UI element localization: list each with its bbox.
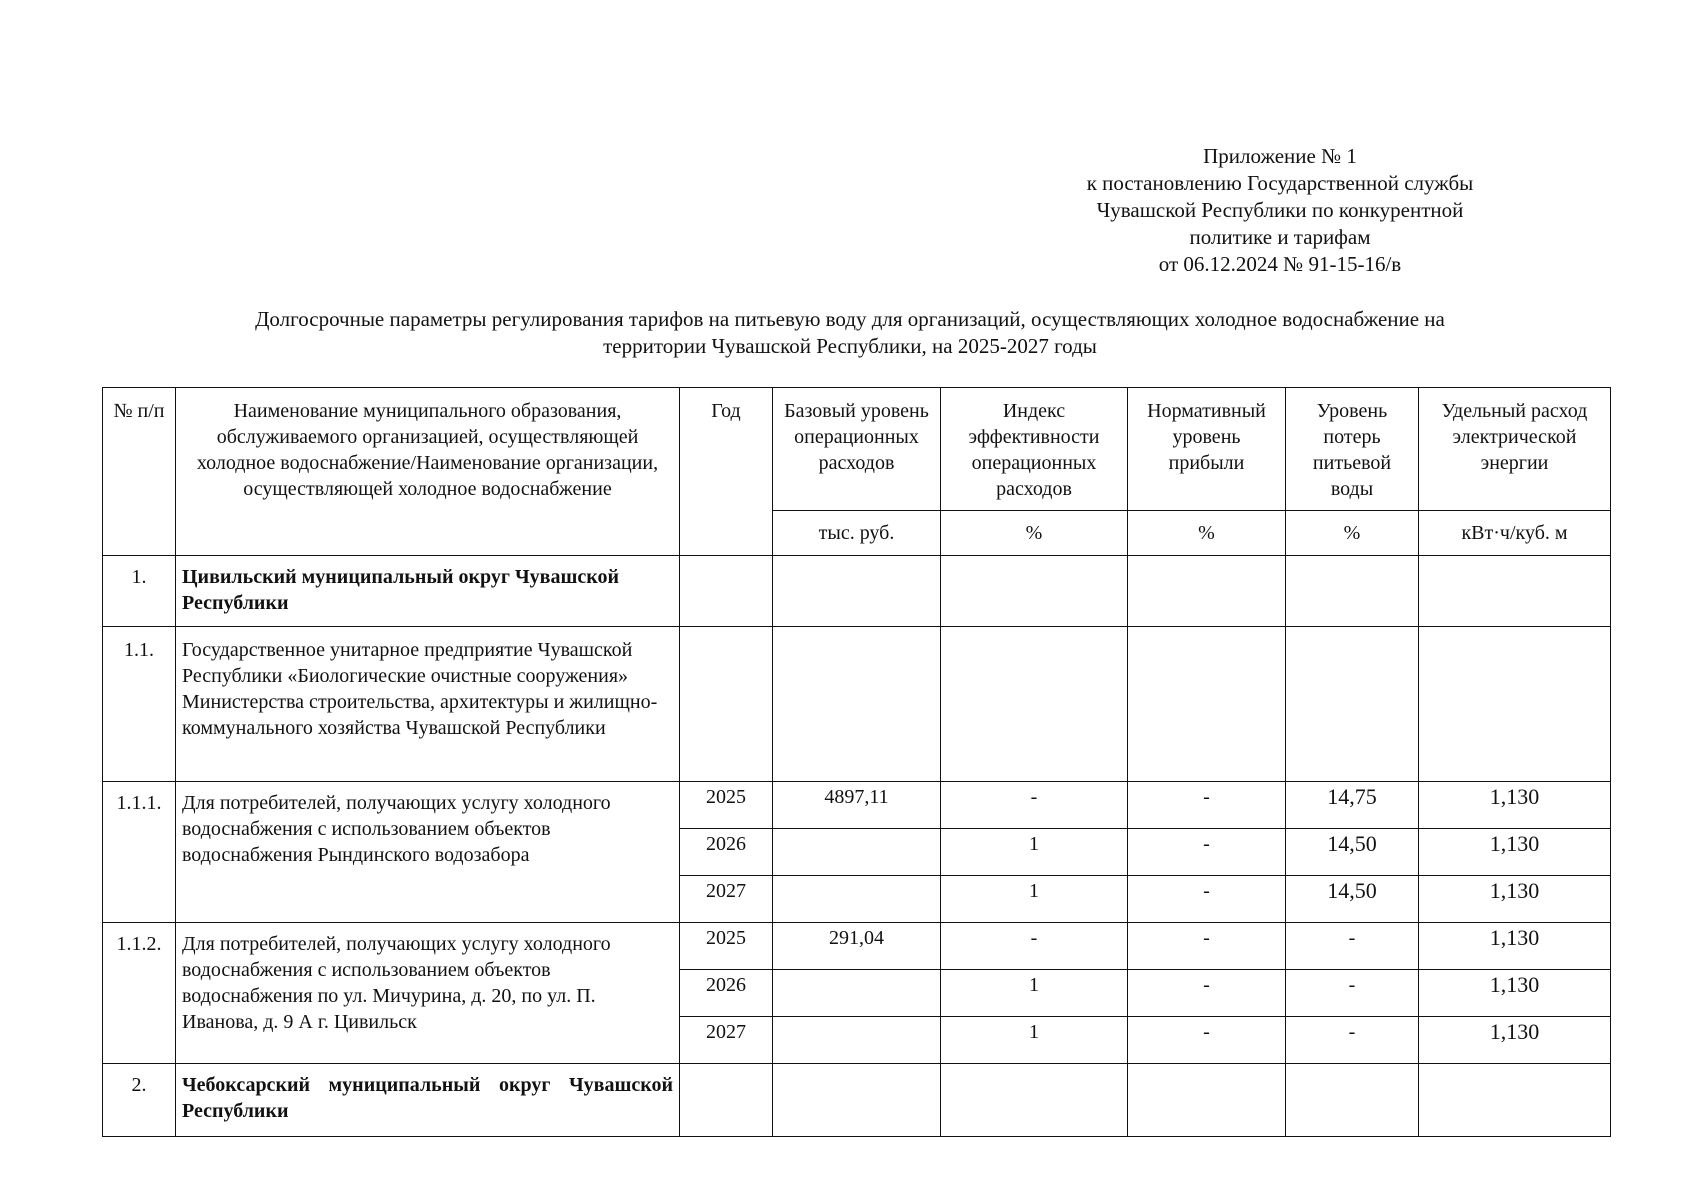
index-cell: 1 [941, 1017, 1128, 1064]
profit-cell: - [1128, 782, 1286, 829]
empty-cell [773, 556, 941, 627]
energy-cell: 1,130 [1419, 923, 1611, 970]
profit-cell: - [1128, 970, 1286, 1017]
row-num: 1.1. [103, 627, 176, 782]
col-header-index: Индекс эффективности операционных расходов [941, 388, 1128, 511]
losses-cell: 14,50 [1286, 829, 1419, 876]
table-row [103, 923, 1611, 970]
profit-cell: - [1128, 876, 1286, 923]
col-header-profit: Нормативный уровень прибыли [1128, 388, 1286, 511]
year-cell: 2025 [680, 923, 773, 970]
profit-cell: - [1128, 923, 1286, 970]
index-cell: - [941, 923, 1128, 970]
unit-profit: % [1128, 511, 1286, 556]
empty-cell [1419, 627, 1611, 782]
empty-cell [1419, 1064, 1611, 1137]
empty-cell [1286, 556, 1419, 627]
section-row [103, 556, 1611, 627]
unit-losses: % [1286, 511, 1419, 556]
col-header-base: Базовый уровень операционных расходов [773, 388, 941, 511]
year-cell: 2026 [680, 829, 773, 876]
unit-index: % [941, 511, 1128, 556]
col-header-name: Наименование муниципального образования, обслуживаемого организацией, осуществляющей холодное водоснабжение/Наименование организации, осуществляющей холодное водоснабжение [176, 388, 680, 556]
col-header-year: Год [680, 388, 773, 556]
empty-cell [680, 627, 773, 782]
losses-cell: - [1286, 970, 1419, 1017]
year-cell: 2027 [680, 1017, 773, 1064]
empty-cell [941, 627, 1128, 782]
profit-cell: - [1128, 829, 1286, 876]
title-line: территории Чувашской Республики, на 2025-2027 годы [603, 334, 1097, 358]
municipality-name: Чебоксарский муниципальный округ Чувашской Республики [176, 1064, 680, 1137]
title-line: Долгосрочные параметры регулирования тарифов на питьевую воду для организаций, осуществляющих холодное водоснабжение на [255, 307, 1445, 331]
base-cell [773, 829, 941, 876]
energy-cell: 1,130 [1419, 1017, 1611, 1064]
table-row [103, 782, 1611, 829]
losses-cell: 14,50 [1286, 876, 1419, 923]
losses-cell: 14,75 [1286, 782, 1419, 829]
empty-cell [941, 556, 1128, 627]
energy-cell: 1,130 [1419, 829, 1611, 876]
profit-cell: - [1128, 1017, 1286, 1064]
index-cell: - [941, 782, 1128, 829]
empty-cell [1286, 1064, 1419, 1137]
consumer-group-name: Для потребителей, получающих услугу холодного водоснабжения с использованием объектов водоснабжения Рындинского водозабора [176, 782, 680, 923]
table-header-row [103, 388, 1611, 511]
appendix-line: Приложение № 1 [1203, 144, 1357, 168]
index-cell: 1 [941, 876, 1128, 923]
organization-name: Государственное унитарное предприятие Чувашской Республики «Биологические очистные сооружения» Министерства строительства, архитектуры и жилищно-коммунального хозяйства Чувашской Республики [176, 627, 680, 782]
base-cell [773, 1017, 941, 1064]
col-header-num: № п/п [103, 388, 176, 556]
losses-cell: - [1286, 923, 1419, 970]
empty-cell [1128, 1064, 1286, 1137]
empty-cell [773, 1064, 941, 1137]
base-cell: 291,04 [773, 923, 941, 970]
energy-cell: 1,130 [1419, 970, 1611, 1017]
col-header-losses: Уровень потерь питьевой воды [1286, 388, 1419, 511]
consumer-group-name: Для потребителей, получающих услугу холодного водоснабжения с использованием объектов водоснабжения по ул. Мичурина, д. 20, по ул. П. Иванова, д. 9 А г. Цивильск [176, 923, 680, 1064]
empty-cell [680, 1064, 773, 1137]
row-num: 1.1.2. [103, 923, 176, 1064]
empty-cell [941, 1064, 1128, 1137]
unit-base: тыс. руб. [773, 511, 941, 556]
empty-cell [1286, 627, 1419, 782]
appendix-header [1000, 143, 1560, 278]
index-cell: 1 [941, 829, 1128, 876]
row-num: 1.1.1. [103, 782, 176, 923]
empty-cell [1128, 627, 1286, 782]
empty-cell [680, 556, 773, 627]
year-cell: 2026 [680, 970, 773, 1017]
row-num: 1. [103, 556, 176, 627]
row-num: 2. [103, 1064, 176, 1137]
index-cell: 1 [941, 970, 1128, 1017]
year-cell: 2025 [680, 782, 773, 829]
base-cell [773, 970, 941, 1017]
empty-cell [773, 627, 941, 782]
document-title [100, 306, 1600, 360]
appendix-line: политике и тарифам [1189, 225, 1371, 249]
losses-cell: - [1286, 1017, 1419, 1064]
organization-row [103, 627, 1611, 782]
tariff-parameters-table [102, 387, 1611, 1137]
unit-energy: кВт·ч/куб. м [1419, 511, 1611, 556]
base-cell [773, 876, 941, 923]
year-cell: 2027 [680, 876, 773, 923]
appendix-line: Чувашской Республики по конкурентной [1096, 198, 1464, 222]
section-row [103, 1064, 1611, 1137]
col-header-energy: Удельный расход электрической энергии [1419, 388, 1611, 511]
empty-cell [1419, 556, 1611, 627]
appendix-line: к постановлению Государственной службы [1086, 171, 1474, 195]
municipality-name: Цивильский муниципальный округ Чувашской Республики [176, 556, 680, 627]
energy-cell: 1,130 [1419, 876, 1611, 923]
base-cell: 4897,11 [773, 782, 941, 829]
energy-cell: 1,130 [1419, 782, 1611, 829]
appendix-line: от 06.12.2024 № 91-15-16/в [1158, 252, 1402, 276]
empty-cell [1128, 556, 1286, 627]
